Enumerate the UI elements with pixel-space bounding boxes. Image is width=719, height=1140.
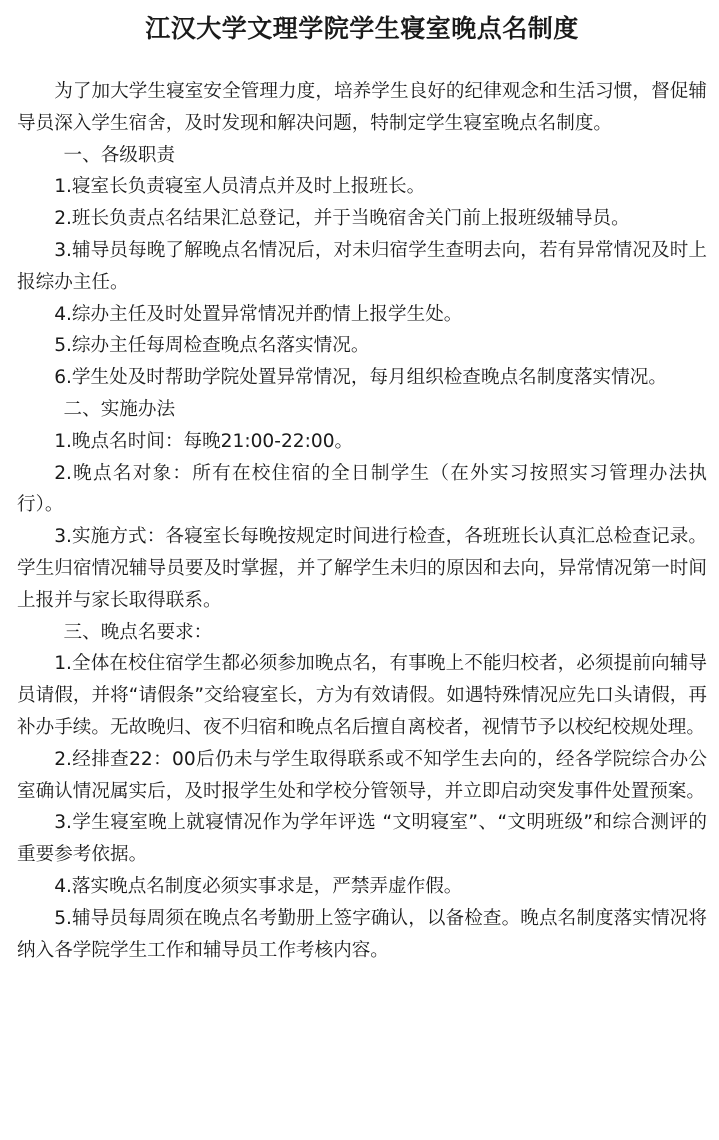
requirement-item: 1.全体在校住宿学生都必须参加晚点名，有事晚上不能归校者，必须提前向辅导员请假，并将“请假条”交给寝室长，方为有效请假。如遇特殊情况应先口头请假，再补办手续。无故晚归、夜不归宿和晚点名后擅自离校者，视情节予以校纪校规处理。 [17,653,707,738]
intro-paragraph: 为了加大学生寝室安全管理力度，培养学生良好的纪律观念和生活习惯，督促辅导员深入学生宿舍，及时发现和解决问题，特制定学生寝室晚点名制度。 [17,81,707,134]
section-heading-requirements: 三、晚点名要求： [63,621,213,643]
implementation-item: 2.晚点名对象：所有在校住宿的全日制学生（在外实习按照实习管理办法执行）。 [17,462,707,516]
document-title: 江汉大学文理学院学生寝室晚点名制度 [145,14,579,43]
responsibility-item: 6.学生处及时帮助学院处置异常情况，每月组织检查晚点名制度落实情况。 [54,367,667,389]
document-body [17,76,707,966]
implementation-item: 3.实施方式：各寝室长每晚按规定时间进行检查，各班班长认真汇总检查记录。学生归宿情况辅导员要及时掌握，并了解学生未归的原因和去向，异常情况第一时间上报并与家长取得联系。 [17,526,707,611]
implementation-item: 1.晚点名时间：每晚21:00-22:00。 [54,430,354,452]
requirement-item: 4.落实晚点名制度必须实事求是，严禁弄虚作假。 [54,875,463,897]
section-heading-responsibilities: 一、各级职责 [63,144,176,166]
requirement-item: 3.学生寝室晚上就寝情况作为学年评选 “文明寝室”、“文明班级”和综合测评的重要参考依据。 [17,812,707,866]
responsibility-item: 2.班长负责点名结果汇总登记，并于当晚宿舍关门前上报班级辅导员。 [54,208,630,230]
responsibility-item: 1.寝室长负责寝室人员清点并及时上报班长。 [54,176,426,198]
responsibility-item: 5.综办主任每周检查晚点名落实情况。 [54,335,370,357]
requirement-item: 2.经排查22：00后仍未与学生取得联系或不知学生去向的，经各学院综合办公室确认情况属实后，及时报学生处和学校分管领导，并立即启动突发事件处置预案。 [17,748,707,802]
responsibility-item: 3.辅导员每晚了解晚点名情况后，对未归宿学生查明去向，若有异常情况及时上报综办主任。 [17,239,707,293]
section-heading-implementation: 二、实施办法 [63,398,176,420]
responsibility-item: 4.综办主任及时处置异常情况并酌情上报学生处。 [54,303,463,325]
requirement-item: 5.辅导员每周须在晚点名考勤册上签字确认，以备检查。晚点名制度落实情况将纳入各学院学生工作和辅导员工作考核内容。 [17,907,707,961]
